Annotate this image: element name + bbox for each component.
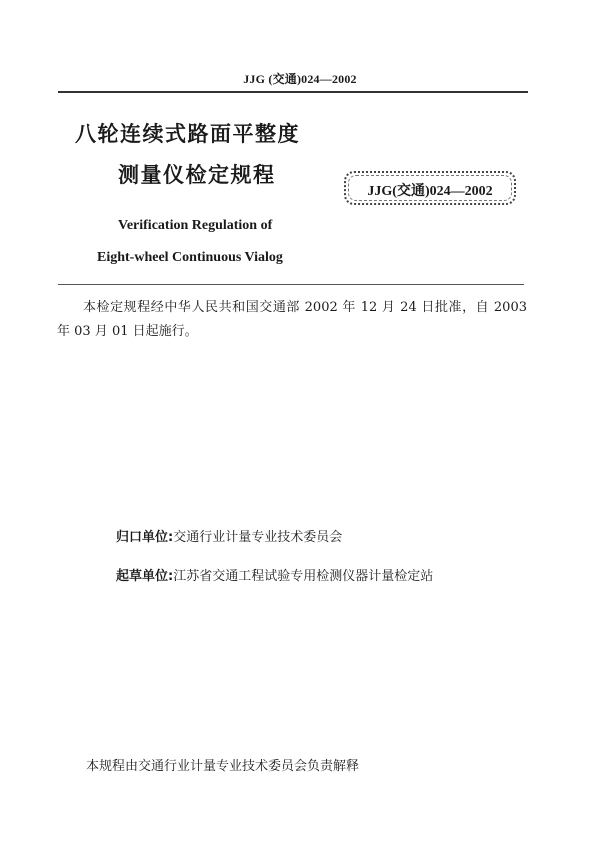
header-rule <box>58 91 528 93</box>
responsible-unit-label: 归口单位: <box>116 530 174 545</box>
standard-code-box <box>344 171 516 205</box>
section-rule <box>58 284 524 285</box>
running-header: JJG (交通)024—2002 <box>243 72 357 86</box>
responsible-unit <box>116 526 342 545</box>
drafting-unit-value: 江苏省交通工程试验专用检测仪器计量检定站 <box>173 569 434 584</box>
approval-statement: 本检定规程经中华人民共和国交通部 2002 年 12 月 24 日批准，自 2003 年 03 月 01 日起施行。 <box>57 300 527 339</box>
drafting-unit <box>116 565 433 584</box>
title-chinese-line-1: 八轮连续式路面平整度 <box>75 122 300 146</box>
title-english-line-1: Verification Regulation of <box>118 218 273 233</box>
drafting-unit-label: 起草单位: <box>116 569 174 584</box>
title-english-line-2: Eight-wheel Continuous Vialog <box>97 250 283 265</box>
interpretation-note: 本规程由交通行业计量专业技术委员会负责解释 <box>86 759 360 774</box>
title-chinese-line-2: 测量仪检定规程 <box>118 163 276 187</box>
standard-code: JJG(交通)024—2002 <box>367 184 493 199</box>
responsible-unit-value: 交通行业计量专业技术委员会 <box>173 530 343 545</box>
